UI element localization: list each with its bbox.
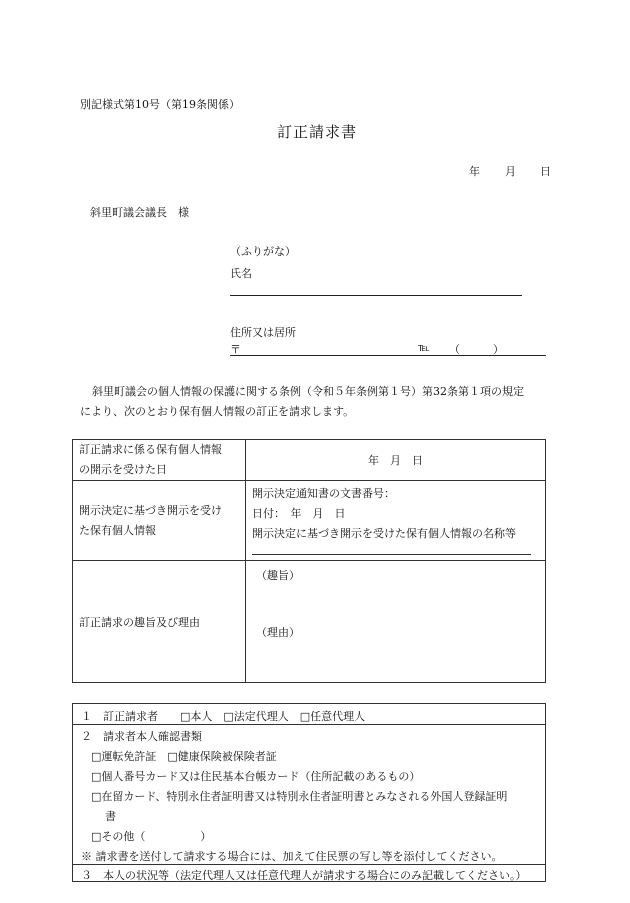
id-doc-option-3-cont: 書 [105, 810, 116, 823]
address-underline [230, 355, 546, 356]
date-year-label: 年 [469, 165, 480, 178]
postal-mark: 〒 [230, 343, 241, 356]
form-reference: 別記様式第10号（第19条関係） [80, 98, 240, 111]
disclosed-info-value: 開示決定通知書の文書番号： 日付： 年 月 日 開示決定に基づき開示を受けた保有個人情報の名称等 [246, 481, 546, 561]
id-doc-option-2: □個人番号カード又は住民基本台帳カード（住所記載のあるもの） [91, 770, 421, 783]
purpose-reason-value [246, 561, 546, 683]
page-title: 訂正請求書 [277, 123, 358, 141]
disclosure-date-value: 年 月 日 [246, 440, 546, 481]
name-underline [230, 295, 522, 296]
tel-mark: ℡ [418, 341, 430, 354]
request-table [72, 439, 546, 683]
id-doc-option-other: □その他（ ） [91, 830, 212, 843]
furigana-label: （ふりがな） [230, 245, 296, 258]
id-doc-option-3: □在留カード、特別永住者証明書又は特別永住者証明書とみなされる外国人登録証明 [91, 790, 508, 803]
intro-line-1: 斜里町議会の個人情報の保護に関する条例（令和５年条例第１号）第32条第１項の規定 [92, 385, 524, 398]
tel-paren: （ ） [449, 343, 504, 356]
requester-info-box [72, 703, 546, 882]
agent-status-line: ３ 本人の状況等（法定代理人又は任意代理人が請求する場合にのみ記載してください。） [81, 869, 527, 882]
requester-type-line: １ 訂正請求者 □本人 □法定代理人 □任意代理人 [81, 710, 366, 723]
purpose-label: （趣旨） [256, 569, 300, 582]
info-name-underline [252, 554, 531, 555]
reason-label: （理由） [256, 626, 300, 639]
date-month-label: 月 [505, 165, 516, 178]
disclosed-info-label: 開示決定に基づき開示を受け た保有個人情報 [73, 481, 246, 561]
date-day-label: 日 [540, 165, 551, 178]
intro-line-2: により、次のとおり保有個人情報の訂正を請求します。 [80, 405, 355, 418]
divider [73, 864, 545, 865]
id-doc-option-1: □運転免許証 □健康保険被保険者証 [91, 750, 277, 763]
id-docs-heading: ２ 請求者本人確認書類 [81, 730, 202, 743]
address-label: 住所又は居所 [230, 326, 296, 339]
addressee: 斜里町議会議長 様 [90, 206, 189, 219]
disclosure-date-label: 訂正請求に係る保有個人情報 の開示を受けた日 [73, 440, 246, 481]
purpose-reason-label: 訂正請求の趣旨及び理由 [73, 561, 246, 683]
mail-note: ※ 請求書を送付して請求する場合には、加えて住民票の写し等を添付してください。 [81, 850, 503, 863]
name-label: 氏名 [230, 267, 252, 280]
divider [73, 724, 545, 725]
